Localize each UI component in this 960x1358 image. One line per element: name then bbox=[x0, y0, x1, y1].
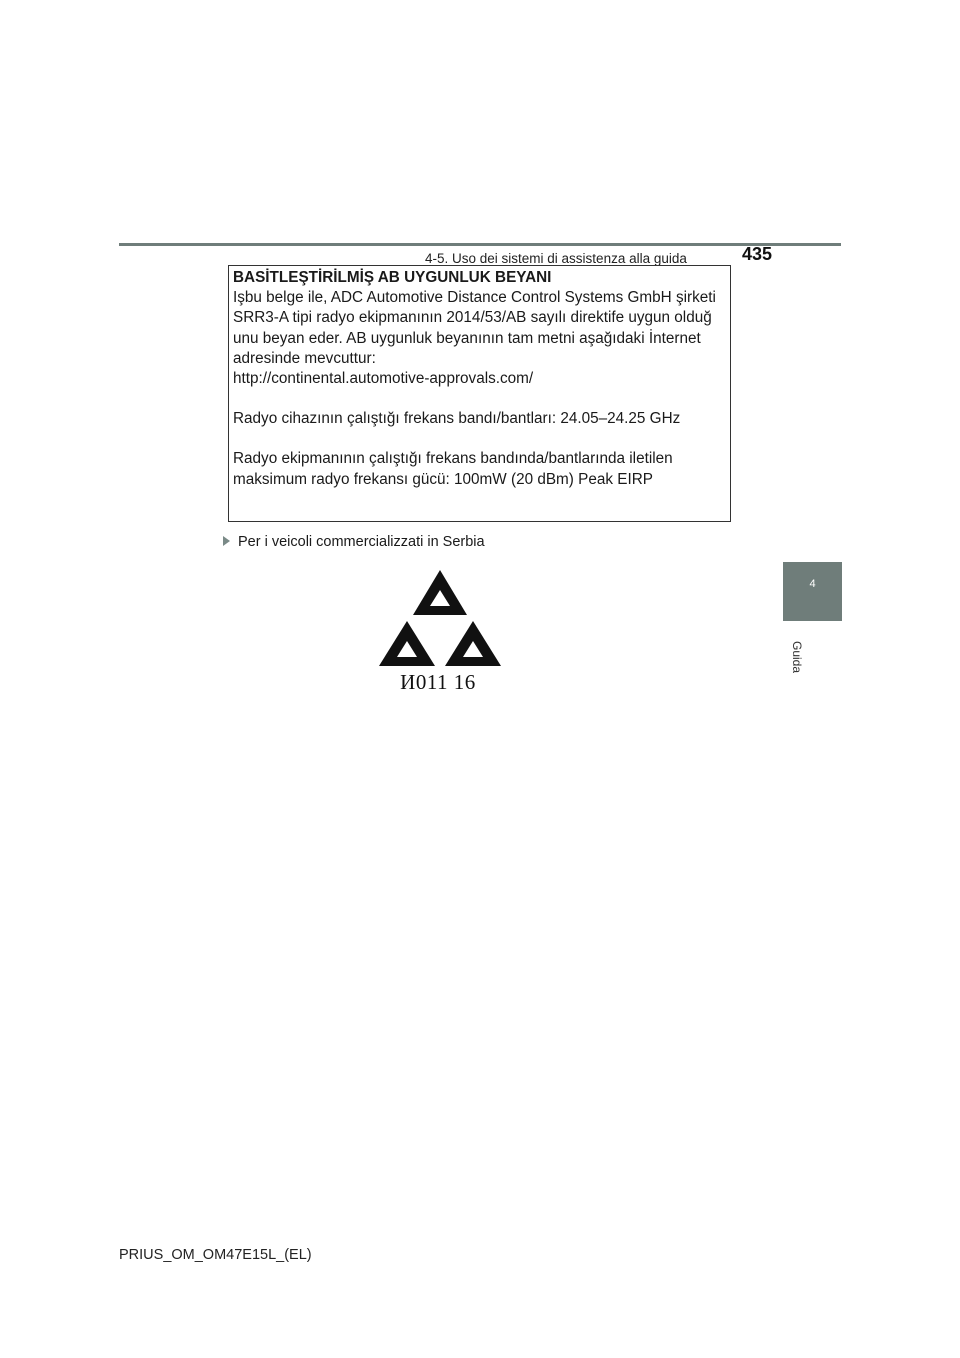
paragraph-gap bbox=[233, 389, 726, 409]
declaration-line: unu beyan eder. AB uygunluk beyanının tam metni aşağıdaki İnternet bbox=[233, 329, 701, 347]
serbia-bullet-text: Per i veicoli commercializzati in Serbia bbox=[238, 534, 485, 550]
chapter-tab bbox=[783, 562, 842, 621]
header-rule bbox=[119, 243, 841, 246]
declaration-title: BASİTLEŞTİRİLMİŞ AB UYGUNLUK BEYANI bbox=[233, 269, 552, 286]
chapter-tab-number: 4 bbox=[809, 578, 816, 590]
declaration-url: http://continental.automotive-approvals.com/ bbox=[233, 370, 534, 388]
serbia-approval-triangle-icon bbox=[378, 568, 502, 668]
page-number: 435 bbox=[742, 244, 773, 264]
header-section-title: 4-5. Uso dei sistemi di assistenza alla guida bbox=[425, 251, 687, 266]
triangle-top-icon bbox=[413, 570, 467, 615]
declaration-line: adresinde mevcuttur: bbox=[233, 349, 376, 367]
chapter-label: Guida bbox=[790, 640, 804, 674]
triangle-right-icon bbox=[445, 621, 501, 666]
declaration-box bbox=[228, 265, 731, 522]
power-line: maksimum radyo frekansı gücü: 100mW (20 dBm) Peak EIRP bbox=[233, 470, 653, 488]
triangle-left-icon bbox=[379, 621, 435, 666]
paragraph-gap bbox=[233, 429, 726, 449]
power-line: Radyo ekipmanının çalıştığı frekans bandında/bantlarında iletilen bbox=[233, 450, 673, 468]
declaration-line: Işbu belge ile, ADC Automotive Distance Control Systems GmbH şirketi bbox=[233, 289, 716, 307]
serbia-bullet bbox=[223, 534, 485, 550]
declaration-line: SRR3-A tipi radyo ekipmanının 2014/53/AB sayılı direktife uygun olduğ bbox=[233, 309, 712, 327]
serbia-approval-code: И011 16 bbox=[400, 670, 476, 694]
bullet-arrow-icon bbox=[223, 536, 230, 546]
footer-document-code: PRIUS_OM_OM47E15L_(EL) bbox=[119, 1247, 312, 1263]
frequency-band-text: Radyo cihazının çalıştığı frekans bandı/bantları: 24.05–24.25 GHz bbox=[233, 410, 681, 428]
